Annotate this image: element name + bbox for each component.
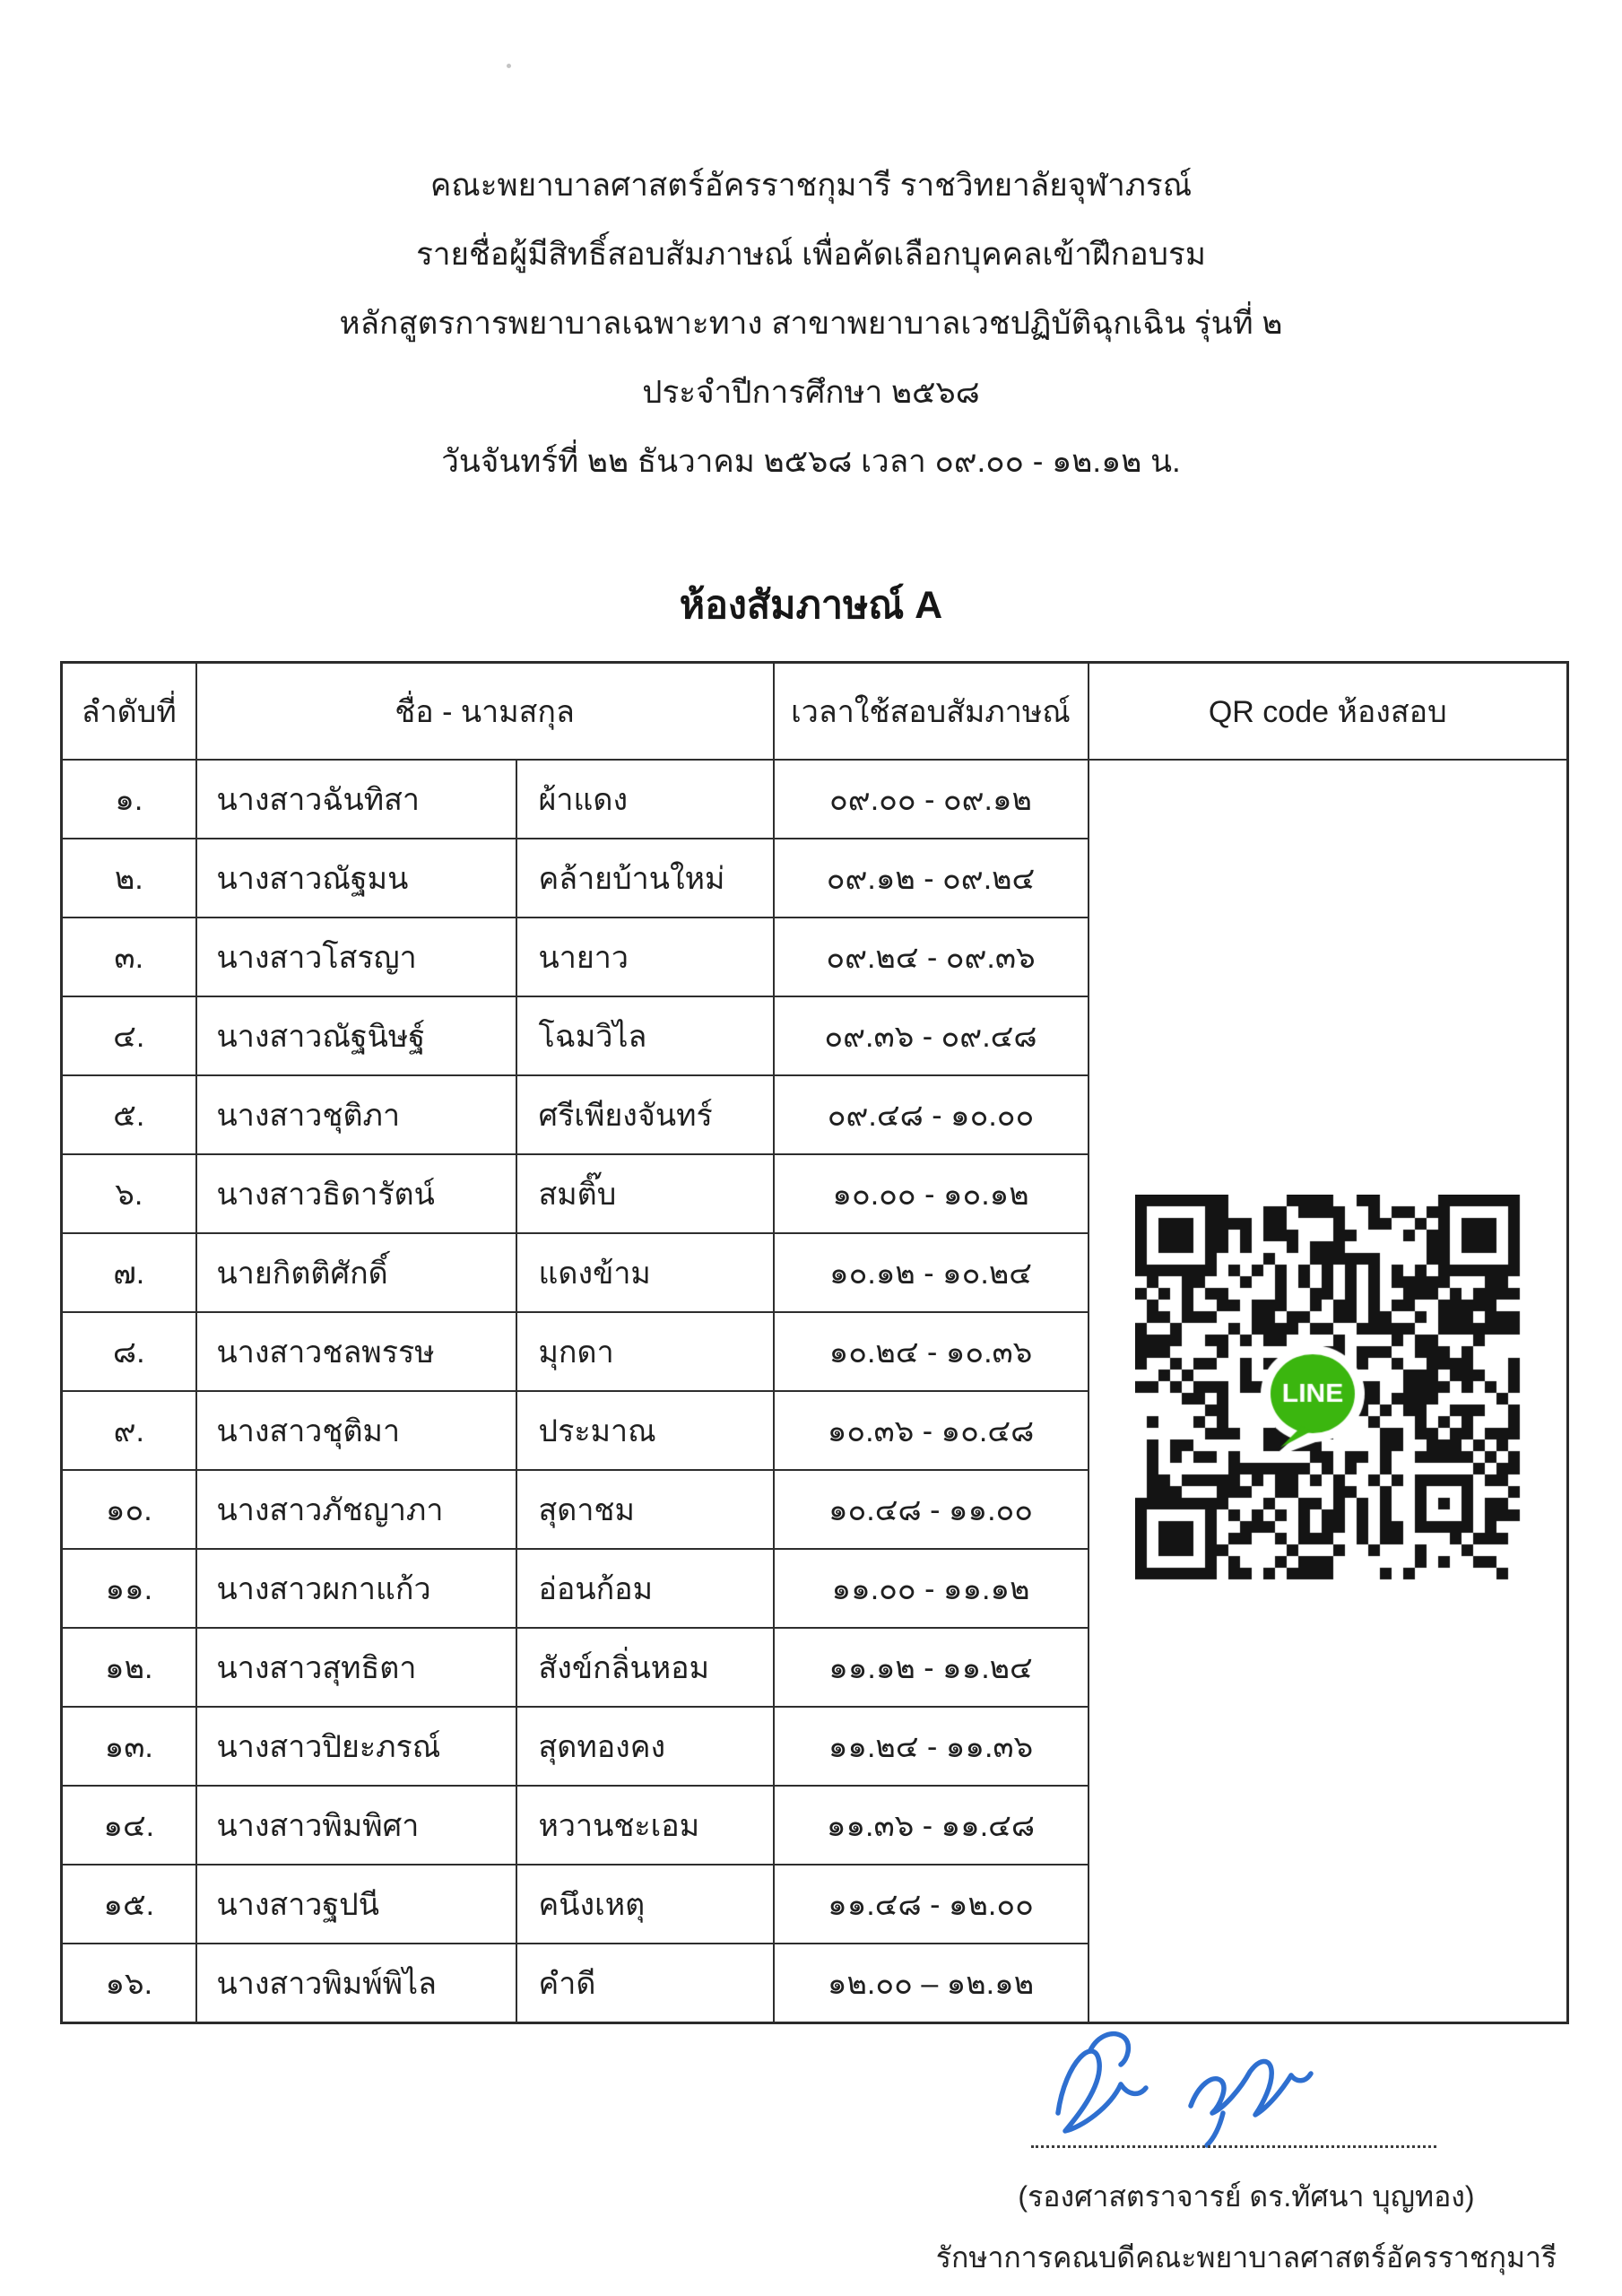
row-number: ๗. xyxy=(62,1233,196,1312)
candidate-last-name: โฉมวิไล xyxy=(516,996,774,1075)
candidate-last-name: สังข์กลิ่นหอม xyxy=(516,1628,774,1707)
qr-cell xyxy=(1089,760,1568,2023)
row-number: ๓. xyxy=(62,918,196,996)
candidate-first-name: นางสาวณัฐนิษฐ์ xyxy=(196,996,516,1075)
candidate-last-name: คนึงเหตุ xyxy=(516,1865,774,1944)
row-number: ๑๖. xyxy=(62,1944,196,2023)
candidate-last-name: สุดาชม xyxy=(516,1470,774,1549)
candidate-first-name: นางสาวพิมพิศา xyxy=(196,1786,516,1865)
candidate-first-name: นางสาวฉันทิสา xyxy=(196,760,516,839)
candidate-last-name: ผ้าแดง xyxy=(516,760,774,839)
candidate-last-name: หวานชะเอม xyxy=(516,1786,774,1865)
col-header-qr: QR code ห้องสอบ xyxy=(1089,663,1568,761)
interview-time-slot: ๑๑.๑๒ - ๑๑.๒๔ xyxy=(774,1628,1089,1707)
header-line: คณะพยาบาลศาสตร์อัครราชกุมารี ราชวิทยาลัยจุฬาภรณ์ xyxy=(429,168,1193,203)
signer-role: รักษาการคณบดีคณะพยาบาลศาสตร์อัครราชกุมารี xyxy=(935,2241,1557,2274)
candidate-first-name: นางสาวฐปนี xyxy=(196,1865,516,1944)
row-number: ๑๐. xyxy=(62,1470,196,1549)
candidate-last-name: อ่อนก้อม xyxy=(516,1549,774,1628)
row-number: ๘. xyxy=(62,1312,196,1391)
scan-speck xyxy=(507,64,511,68)
candidate-first-name: นางสาวชุติมา xyxy=(196,1391,516,1470)
col-header-order: ลำดับที่ xyxy=(62,663,196,761)
header-line: หลักสูตรการพยาบาลเฉพาะทาง สาขาพยาบาลเวชปฏิบัติฉุกเฉิน รุ่นที่ ๒ xyxy=(339,306,1283,341)
interview-roster-table xyxy=(60,661,1569,2024)
interview-time-slot: ๑๑.๐๐ - ๑๑.๑๒ xyxy=(774,1549,1089,1628)
row-number: ๑. xyxy=(62,760,196,839)
interview-time-slot: ๐๙.๒๔ - ๐๙.๓๖ xyxy=(774,918,1089,996)
interview-time-slot: ๑๒.๐๐ – ๑๒.๑๒ xyxy=(774,1944,1089,2023)
interview-time-slot: ๐๙.๓๖ - ๐๙.๔๘ xyxy=(774,996,1089,1075)
interview-time-slot: ๑๐.๔๘ - ๑๑.๐๐ xyxy=(774,1470,1089,1549)
candidate-first-name: นางสาวผกาแก้ว xyxy=(196,1549,516,1628)
candidate-first-name: นางสาวพิมพ์พิไล xyxy=(196,1944,516,2023)
candidate-last-name: ประมาณ xyxy=(516,1391,774,1470)
candidate-first-name: นางสาวณัฐมน xyxy=(196,839,516,918)
signer-name: (รองศาสตราจารย์ ดร.ทัศนา บุญทอง) xyxy=(1018,2180,1475,2213)
candidate-last-name: สมติ๊บ xyxy=(516,1154,774,1233)
line-qr-code xyxy=(1135,1195,1521,1580)
candidate-first-name: นางสาวธิดารัตน์ xyxy=(196,1154,516,1233)
candidate-first-name: นางสาวโสรญา xyxy=(196,918,516,996)
interview-time-slot: ๑๐.๐๐ - ๑๐.๑๒ xyxy=(774,1154,1089,1233)
row-number: ๑๒. xyxy=(62,1628,196,1707)
candidate-first-name: นายกิตติศักดิ์ xyxy=(196,1233,516,1312)
interview-time-slot: ๑๐.๒๔ - ๑๐.๓๖ xyxy=(774,1312,1089,1391)
signature-dotted-line xyxy=(1031,2145,1436,2148)
table-header-row xyxy=(62,663,1568,761)
interview-time-slot: ๐๙.๔๘ - ๑๐.๐๐ xyxy=(774,1075,1089,1154)
interview-time-slot: ๑๐.๓๖ - ๑๐.๔๘ xyxy=(774,1391,1089,1470)
candidate-first-name: นางสาวชุติภา xyxy=(196,1075,516,1154)
row-number: ๑๔. xyxy=(62,1786,196,1865)
candidate-first-name: นางสาวปิยะภรณ์ xyxy=(196,1707,516,1786)
header-line: ประจำปีการศึกษา ๒๕๖๘ xyxy=(642,375,980,410)
row-number: ๑๓. xyxy=(62,1707,196,1786)
signature-ink xyxy=(1038,2020,1361,2154)
candidate-last-name: คำดี xyxy=(516,1944,774,2023)
row-number: ๕. xyxy=(62,1075,196,1154)
candidate-last-name: นายาว xyxy=(516,918,774,996)
row-number: ๑๑. xyxy=(62,1549,196,1628)
room-title: ห้องสัมภาษณ์ A xyxy=(679,584,943,627)
candidate-last-name: คล้ายบ้านใหม่ xyxy=(516,839,774,918)
interview-time-slot: ๑๑.๓๖ - ๑๑.๔๘ xyxy=(774,1786,1089,1865)
col-header-name: ชื่อ - นามสกุล xyxy=(196,663,774,761)
header-line: รายชื่อผู้มีสิทธิ์สอบสัมภาษณ์ เพื่อคัดเลือกบุคคลเข้าฝึกอบรม xyxy=(416,237,1206,272)
col-header-time: เวลาใช้สอบสัมภาษณ์ xyxy=(774,663,1089,761)
row-number: ๒. xyxy=(62,839,196,918)
table-row xyxy=(62,760,1568,839)
candidate-last-name: สุดทองคง xyxy=(516,1707,774,1786)
row-number: ๖. xyxy=(62,1154,196,1233)
document-header xyxy=(0,151,1622,496)
interview-time-slot: ๐๙.๐๐ - ๐๙.๑๒ xyxy=(774,760,1089,839)
interview-time-slot: ๑๑.๔๘ - ๑๒.๐๐ xyxy=(774,1865,1089,1944)
candidate-last-name: แดงข้าม xyxy=(516,1233,774,1312)
row-number: ๔. xyxy=(62,996,196,1075)
row-number: ๙. xyxy=(62,1391,196,1470)
header-line: วันจันทร์ที่ ๒๒ ธันวาคม ๒๕๖๘ เวลา ๐๙.๐๐ - ๑๒.๑๒ น. xyxy=(441,444,1181,479)
candidate-first-name: นางสาวชลพรรษ xyxy=(196,1312,516,1391)
candidate-first-name: นางสาวสุทธิตา xyxy=(196,1628,516,1707)
interview-time-slot: ๑๐.๑๒ - ๑๐.๒๔ xyxy=(774,1233,1089,1312)
candidate-last-name: มุกดา xyxy=(516,1312,774,1391)
interview-time-slot: ๐๙.๑๒ - ๐๙.๒๔ xyxy=(774,839,1089,918)
interview-time-slot: ๑๑.๒๔ - ๑๑.๓๖ xyxy=(774,1707,1089,1786)
row-number: ๑๕. xyxy=(62,1865,196,1944)
candidate-first-name: นางสาวภัชญาภา xyxy=(196,1470,516,1549)
candidate-last-name: ศรีเพียงจันทร์ xyxy=(516,1075,774,1154)
